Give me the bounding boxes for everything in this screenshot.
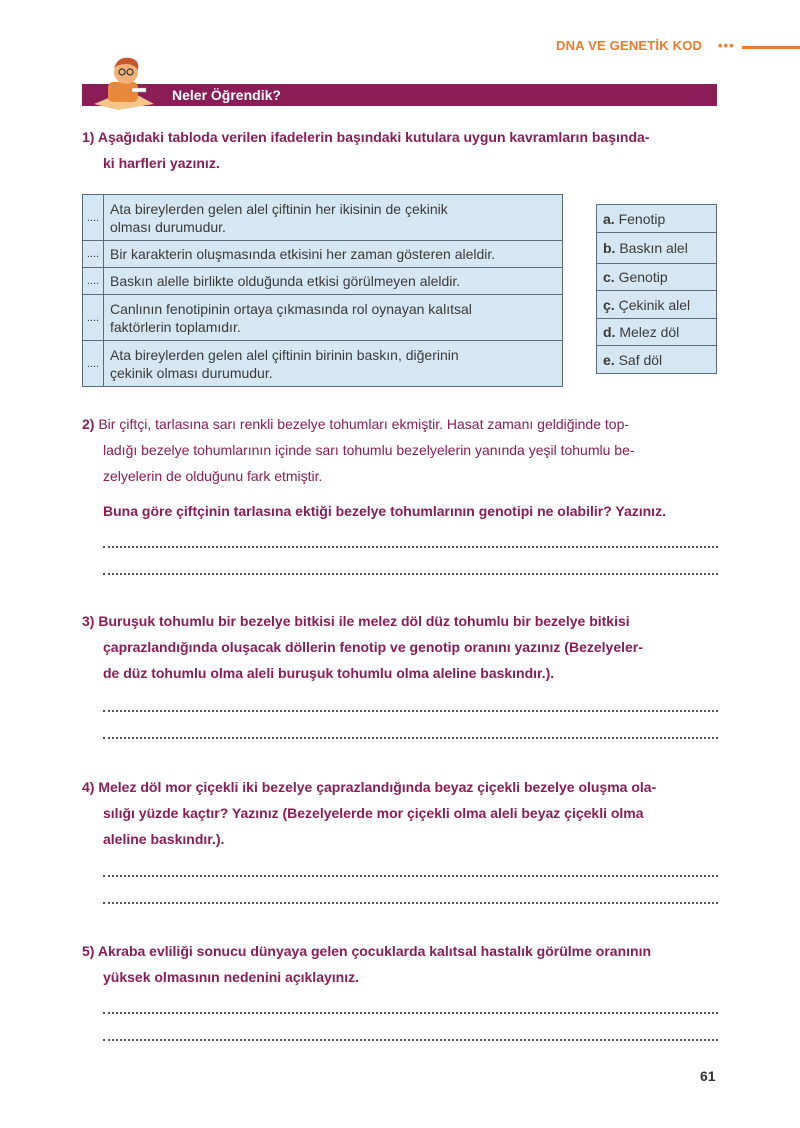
option-row: a. Fenotip: [597, 205, 717, 233]
question-text: yüksek olmasının nedenini açıklayınız.: [103, 969, 359, 985]
page-number: 61: [700, 1068, 716, 1084]
question-text: Melez döl mor çiçekli iki bezelye çaprazlandığında beyaz çiçekli bezelye oluşma ola-: [98, 779, 657, 795]
question-3: [82, 608, 722, 686]
question-2: [82, 411, 722, 524]
answer-line[interactable]: [103, 1038, 718, 1041]
answer-line[interactable]: [103, 901, 718, 904]
answer-box[interactable]: ....: [83, 295, 104, 341]
answer-line[interactable]: [103, 736, 718, 739]
question-text: Buruşuk tohumlu bir bezelye bitkisi ile melez döl düz tohumlu bir bezelye bitkisi: [98, 613, 630, 629]
running-header: DNA VE GENETİK KOD: [556, 38, 703, 53]
table-row: [83, 295, 563, 341]
question-text: ladığı bezelye tohumlarının içinde sarı tohumlu bezelyelerin yanında yeşil tohumlu be-: [103, 442, 635, 458]
question-text: Akraba evliliği sonucu dünyaya gelen çocuklarda kalıtsal hastalık görülme oranının: [97, 943, 652, 959]
statement-cell: Ata bireylerden gelen alel çiftinin birinin baskın, diğerinin çekinik olması durumudur.: [104, 341, 563, 387]
option-row: b. Baskın alel: [597, 233, 717, 264]
statement-cell: Bir karakterin oluşmasında etkisini her zaman gösteren aleldir.: [104, 241, 563, 268]
question-text: de düz tohumlu olma aleli buruşuk tohumlu olma aleline baskındır.).: [103, 665, 555, 681]
running-header-line: [742, 46, 800, 49]
question-number: 3): [82, 613, 95, 629]
question-text: Bir çiftçi, tarlasına sarı renkli bezelye tohumları ekmiştir. Hasat zamanı geldiğinde top-: [98, 416, 630, 432]
question-number: 4): [82, 779, 95, 795]
option-row: e. Saf döl: [597, 346, 717, 374]
statement-cell: Ata bireylerden gelen alel çiftinin her ikisinin de çekinik olması durumudur.: [104, 195, 563, 241]
answer-line[interactable]: [103, 1011, 718, 1014]
table-row: [83, 241, 563, 268]
table-row: [83, 195, 563, 241]
answer-box[interactable]: ....: [83, 195, 104, 241]
option-row: ç. Çekinik alel: [597, 291, 717, 319]
option-row: c. Genotip: [597, 264, 717, 291]
statement-cell: Baskın alelle birlikte olduğunda etkisi görülmeyen aleldir.: [104, 268, 563, 295]
question-number: 1): [82, 129, 95, 145]
question-text: ki harfleri yazınız.: [103, 155, 220, 171]
answer-line[interactable]: [103, 874, 718, 877]
question-text: çaprazlandığında oluşacak döllerin fenotip ve genotip oranını yazınız (Bezelyeler-: [103, 639, 643, 655]
question-number: 2): [82, 416, 95, 432]
section-title: Neler Öğrendik?: [172, 87, 281, 103]
question-text: Aşağıdaki tabloda verilen ifadelerin başındaki kutulara uygun kavramların başında-: [97, 129, 650, 145]
answer-box[interactable]: ....: [83, 241, 104, 268]
question-5: [82, 938, 722, 990]
table-row: [83, 268, 563, 295]
table-row: [83, 341, 563, 387]
answer-line[interactable]: [103, 572, 718, 575]
question-number: 5): [82, 943, 95, 959]
question-4: [82, 774, 722, 852]
option-row: d. Melez döl: [597, 319, 717, 346]
answer-line[interactable]: [103, 545, 718, 548]
question-text: zelyelerin de olduğunu fark etmiştir.: [103, 468, 323, 484]
question-1: [82, 124, 722, 176]
answer-line[interactable]: [103, 709, 718, 712]
question-text: sılığı yüzde kaçtır? Yazınız (Bezelyelerde mor çiçekli olma aleli beyaz çiçekli olma: [103, 805, 644, 821]
student-mascot-icon: [88, 54, 160, 110]
question-prompt: Buna göre çiftçinin tarlasına ektiği bezelye tohumlarının genotipi ne olabilir? Yazınız.: [103, 503, 666, 519]
running-header-dots: •••: [718, 38, 735, 53]
question-text: aleline baskındır.).: [103, 831, 225, 847]
answer-box[interactable]: ....: [83, 341, 104, 387]
options-table: [596, 204, 717, 374]
answer-box[interactable]: ....: [83, 268, 104, 295]
statement-cell: Canlının fenotipinin ortaya çıkmasında rol oynayan kalıtsal faktörlerin toplamıdır.: [104, 295, 563, 341]
matching-table: [82, 194, 563, 387]
